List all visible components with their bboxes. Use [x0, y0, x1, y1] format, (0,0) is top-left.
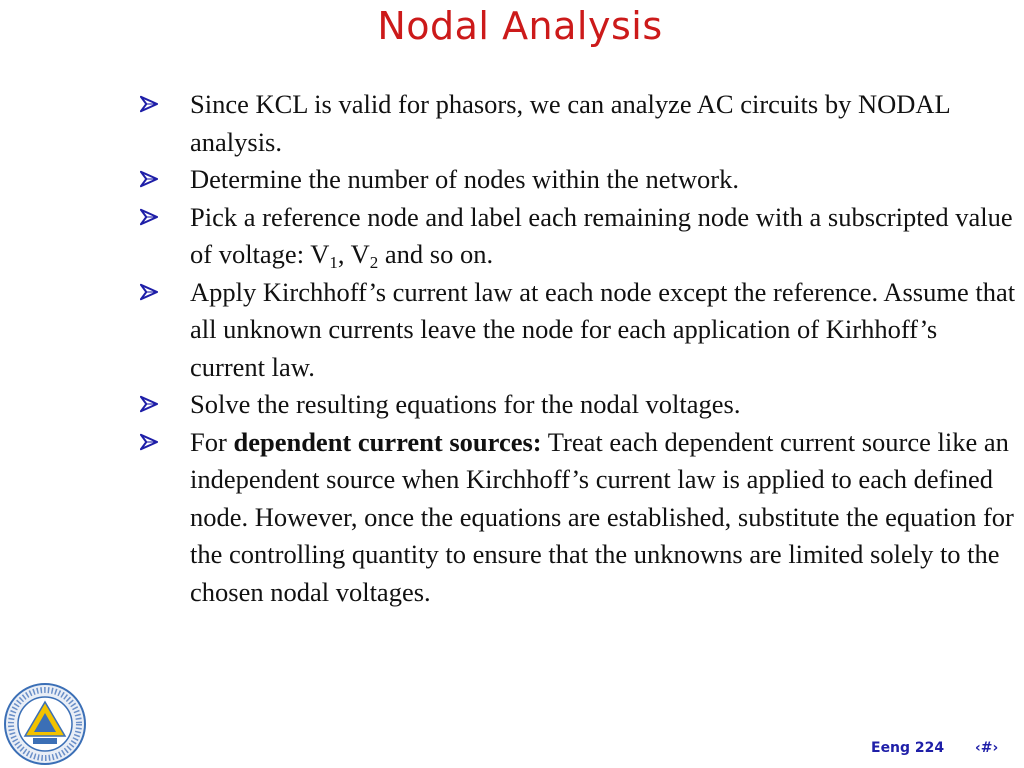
bullet-text-start: Pick a reference node and label each remaining node with a subscripted value of voltage: V — [190, 201, 1013, 269]
page-number: ‹#› — [975, 740, 999, 756]
course-code: Eeng 224 — [871, 740, 945, 756]
bullet-text: Determine the number of nodes within the network. — [190, 164, 739, 194]
subscript-1: 1 — [329, 253, 338, 272]
bullet-list — [140, 86, 1018, 611]
bullet-text: Solve the resulting equations for the nodal voltages. — [190, 389, 741, 419]
bullet-text: Since KCL is valid for phasors, we can analyze AC circuits by NODAL analysis. — [190, 89, 950, 157]
arrow-bullet-icon — [140, 283, 158, 301]
bullet-bold-text: dependent current sources: — [233, 426, 542, 457]
slide-footer — [871, 740, 998, 756]
bullet-text-end: and so on. — [378, 239, 494, 269]
bullet-item — [140, 424, 1018, 612]
arrow-bullet-icon — [140, 170, 158, 188]
bullet-item — [140, 274, 1018, 387]
bullet-item — [140, 386, 1018, 424]
bullet-text-start: For — [190, 426, 234, 457]
slide-title: Nodal Analysis — [377, 4, 663, 48]
bullet-text: Apply Kirchhoff’s current law at each node except the reference. Assume that all unknown currents leave the node for each application of Kirhhoff’s current law. — [190, 276, 1016, 382]
university-seal-icon — [3, 682, 87, 766]
arrow-bullet-icon — [140, 433, 158, 451]
arrow-bullet-icon — [140, 208, 158, 226]
bullet-item — [140, 161, 1018, 199]
bullet-text — [190, 202, 1013, 270]
bullet-item — [140, 199, 1018, 274]
arrow-bullet-icon — [140, 395, 158, 413]
bullet-text-mid: , V — [337, 239, 370, 269]
bullet-text-end: Treat each dependent current source like an independent source when Kirchhoff’s current law is applied to each defined node. However, once the equations are established, substitute the equation for the controlling quantity to ensure that the unknowns are limited solely to the chosen nodal voltages. — [190, 426, 1014, 607]
arrow-bullet-icon — [140, 95, 158, 113]
bullet-text — [190, 427, 1014, 607]
bullet-item — [140, 86, 1018, 161]
subscript-2: 2 — [369, 253, 379, 272]
